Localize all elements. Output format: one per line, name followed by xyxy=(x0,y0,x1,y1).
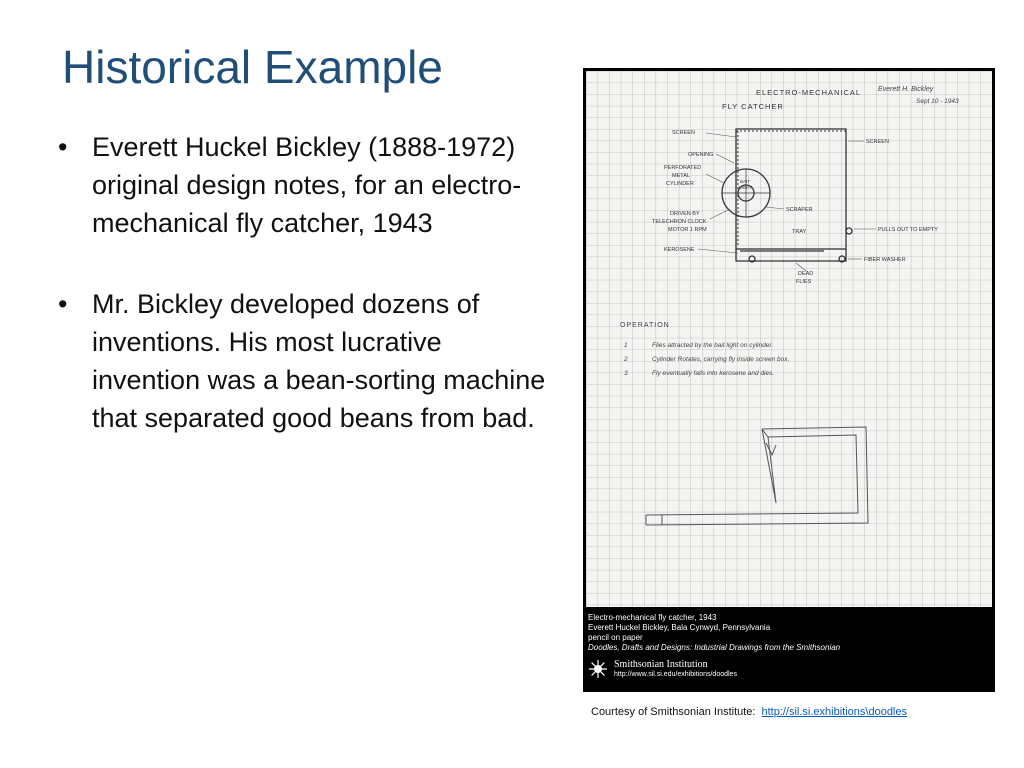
bullet-dot: • xyxy=(58,132,68,162)
drawing-title-line1: ELECTRO-MECHANICAL xyxy=(756,88,862,97)
operation-number-1: 1 xyxy=(624,342,628,349)
bullet-text-inventions: Mr. Bickley developed dozens of inventions. His most lucrative invention was a bean-sorting machine that separated good beans from bad. xyxy=(92,289,546,433)
credit-link[interactable]: http://sil.si.exhibitions\doodles xyxy=(761,706,907,718)
sketch-drawing xyxy=(586,71,992,607)
credit-text: Courtesy of Smithsonian Institute: xyxy=(591,706,756,718)
operation-step-2: Cylinder Rotates, carrying fly inside screen box. xyxy=(652,356,790,363)
sketch-svg xyxy=(586,71,992,607)
operation-number-2: 2 xyxy=(624,356,628,363)
label-perforated-2: METAL xyxy=(672,173,690,179)
label-perforated-1: PERFORATED xyxy=(664,165,702,171)
label-tray: TRAY xyxy=(792,229,807,235)
smithsonian-credit xyxy=(588,659,990,679)
smithsonian-url: http://www.sil.si.edu/exhibitions/doodles xyxy=(614,671,737,678)
caption-exhibition: Doodles, Drafts and Designs: Industrial Drawings from the Smithsonian xyxy=(588,643,841,652)
smithsonian-name: Smithsonian Institution xyxy=(614,659,708,670)
operation-step-3: Fly eventually falls into kerosene and dies. xyxy=(652,370,775,377)
label-scraper: SCRAPER xyxy=(786,207,813,213)
caption-medium: pencil on paper xyxy=(588,633,643,642)
label-light: LIGHT xyxy=(739,185,753,190)
operation-step-1: Flies attracted by the bait light on cylinder. xyxy=(652,342,774,349)
label-bait: BAIT xyxy=(740,179,751,184)
label-driven-2: TELECHRON CLOCK xyxy=(652,219,707,225)
caption-title: Electro-mechanical fly catcher, 1943 xyxy=(588,613,717,622)
slide-title: Historical Example xyxy=(62,41,443,93)
label-fiber-washer: FIBER WASHER xyxy=(864,257,906,263)
signature: Everett H. Bickley xyxy=(878,86,934,93)
label-pulls-out: PULLS OUT TO EMPTY xyxy=(878,227,938,233)
operation-heading: OPERATION xyxy=(620,322,670,329)
label-kerosene: KEROSENE xyxy=(664,247,695,253)
bullet-dot: • xyxy=(58,289,68,319)
drawing-date: Sept 10 - 1943 xyxy=(916,98,959,105)
label-dead: DEAD xyxy=(798,271,814,277)
label-screen-left: SCREEN xyxy=(672,130,695,136)
operation-number-3: 3 xyxy=(624,370,628,377)
bullet-list xyxy=(58,128,548,480)
figure-caption xyxy=(583,607,995,692)
bullet-item xyxy=(58,128,548,242)
graph-paper-grid xyxy=(586,71,992,607)
label-driven-3: MOTOR 1 RPM xyxy=(668,227,707,233)
bullet-text-bickley: Everett Huckel Bickley (1888-1972) original design notes, for an electro-mechanical fly catcher, 1943 xyxy=(92,132,522,238)
label-screen-right: SCREEN xyxy=(866,139,889,145)
smithsonian-sun-icon xyxy=(588,659,608,679)
label-perforated-3: CYLINDER xyxy=(666,181,694,187)
image-credit xyxy=(591,706,907,718)
label-driven-1: DRIVEN BY xyxy=(670,211,700,217)
fly-catcher-figure xyxy=(583,68,995,692)
label-opening: OPENING xyxy=(688,152,714,158)
label-flies: FLIES xyxy=(796,279,812,285)
bullet-item xyxy=(58,285,548,437)
caption-artist: Everett Huckel Bickley, Bala Cynwyd, Pennsylvania xyxy=(588,623,771,632)
drawing-title-line2: FLY CATCHER xyxy=(722,102,784,111)
